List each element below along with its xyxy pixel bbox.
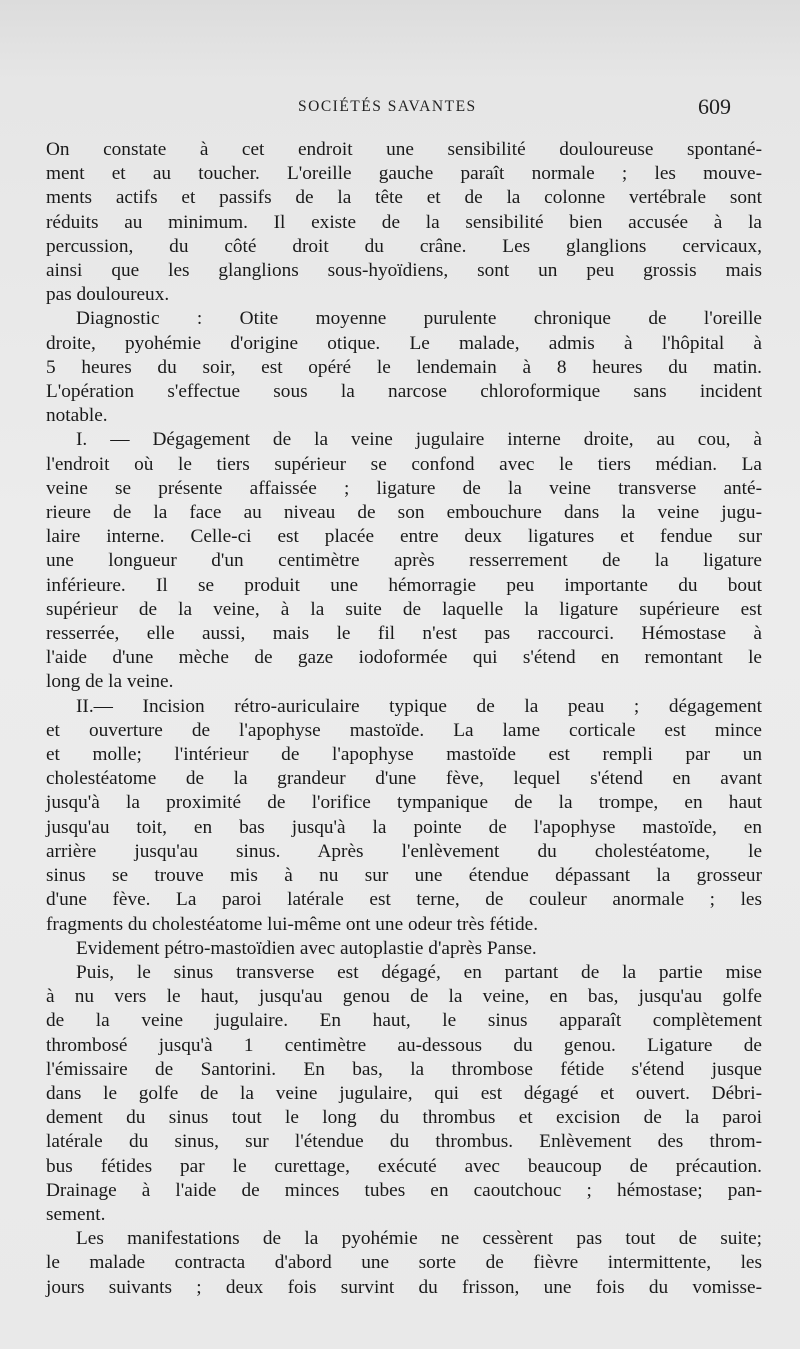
paragraph [46, 937, 762, 961]
text-line: jusqu'à la proximité de l'orifice tympanique de la trompe, en haut [46, 792, 762, 814]
text-line: sement. [46, 1203, 106, 1225]
paragraph [46, 428, 762, 694]
text-line: laire interne. Celle-ci est placée entre deux ligatures et fendue sur [46, 526, 762, 548]
text-line: l'endroit où le tiers supérieur se confond avec le tiers médian. La [46, 453, 762, 475]
text-line: bus fétides par le curettage, exécuté avec beaucoup de précaution. [46, 1155, 762, 1177]
text-line: inférieure. Il se produit une hémorragie peu importante du bout [46, 574, 762, 596]
text-line: veine se présente affaissée ; ligature de la veine transverse anté- [46, 477, 762, 499]
text-line: Diagnostic : Otite moyenne purulente chronique de l'oreille [76, 308, 762, 330]
text-line: fragments du cholestéatome lui-même ont une odeur très fétide. [46, 913, 539, 935]
text-line: et molle; l'intérieur de l'apophyse mastoïde est rempli par un [46, 744, 762, 766]
text-line: le malade contracta d'abord une sorte de fièvre intermittente, les [46, 1252, 762, 1274]
text-line: resserrée, elle aussi, mais le fil n'est pas raccourci. Hémostase à [46, 623, 762, 645]
paragraph [46, 961, 762, 1227]
body-text [46, 138, 762, 1300]
text-line: sinus se trouve mis à nu sur une étendue dépassant la grosseur [46, 865, 762, 887]
text-line: dement du sinus tout le long du thrombus et excision de la paroi [46, 1107, 762, 1129]
text-line: l'émissaire de Santorini. En bas, la thrombose fétide s'étend jusque [46, 1058, 762, 1080]
running-head: SOCIÉTÉS SAVANTES [298, 98, 477, 115]
text-line: Drainage à l'aide de minces tubes en caoutchouc ; hémostase; pan- [46, 1179, 762, 1201]
paragraph [46, 307, 762, 428]
text-line: Puis, le sinus transverse est dégagé, en partant de la partie mise [76, 961, 762, 983]
text-line: ainsi que les glanglions sous-hyoïdiens, sont un peu grossis mais [46, 260, 762, 282]
text-line: thrombosé jusqu'à 1 centimètre au-dessous du genou. Ligature de [46, 1034, 762, 1056]
text-line: percussion, du côté droit du crâne. Les glanglions cervicaux, [46, 235, 762, 257]
text-line: jours suivants ; deux fois survint du frisson, une fois du vomisse- [46, 1276, 762, 1298]
text-line: rieure de la face au niveau de son embouchure dans la veine jugu- [46, 502, 762, 524]
text-line: de la veine jugulaire. En haut, le sinus apparaît complètement [46, 1010, 762, 1032]
text-line: pas douloureux. [46, 284, 170, 306]
text-line: II.— Incision rétro-auriculaire typique de la peau ; dégagement [76, 695, 762, 717]
text-line: réduits au minimum. Il existe de la sensibilité bien accusée à la [46, 211, 762, 233]
text-line: Les manifestations de la pyohémie ne cessèrent pas tout de suite; [76, 1228, 762, 1250]
text-line: jusqu'au toit, en bas jusqu'à la pointe de l'apophyse mastoïde, en [46, 816, 762, 838]
text-line: ment et au toucher. L'oreille gauche paraît normale ; les mouve- [46, 163, 762, 185]
text-line: latérale du sinus, sur l'étendue du thrombus. Enlèvement des throm- [46, 1131, 762, 1153]
text-line: d'une fève. La paroi latérale est terne, de couleur anormale ; les [46, 889, 762, 911]
text-line: 5 heures du soir, est opéré le lendemain à 8 heures du matin. [46, 356, 762, 378]
text-line: On constate à cet endroit une sensibilité douloureuse spontané- [46, 139, 762, 160]
text-line: dans le golfe de la veine jugulaire, qui est dégagé et ouvert. Débri- [46, 1082, 762, 1104]
text-line: long de la veine. [46, 671, 174, 693]
paragraph [46, 138, 762, 307]
paragraph [46, 1227, 762, 1300]
text-line: notable. [46, 405, 108, 427]
text-line: une longueur d'un centimètre après resserrement de la ligature [46, 550, 762, 572]
text-line: supérieur de la veine, à la suite de laquelle la ligature supérieure est [46, 598, 762, 620]
text-line: et ouverture de l'apophyse mastoïde. La lame corticale est mince [46, 719, 762, 741]
text-line: ments actifs et passifs de la tête et de la colonne vertébrale sont [46, 187, 762, 209]
paragraph [46, 695, 762, 937]
text-line: à nu vers le haut, jusqu'au genou de la veine, en bas, jusqu'au golfe [46, 986, 762, 1008]
text-line: l'aide d'une mèche de gaze iodoformée qui s'étend en remontant le [46, 647, 762, 669]
text-line: I. — Dégagement de la veine jugulaire interne droite, au cou, à [76, 429, 762, 451]
text-line: L'opération s'effectue sous la narcose chloroformique sans incident [46, 381, 762, 403]
text-line: cholestéatome de la grandeur d'une fève, lequel s'étend en avant [46, 768, 762, 790]
page-number: 609 [698, 94, 731, 119]
text-line: arrière jusqu'au sinus. Après l'enlèvement du cholestéatome, le [46, 840, 762, 862]
text-line: Evidement pétro-mastoïdien avec autoplastie d'après Panse. [76, 937, 537, 959]
text-line: droite, pyohémie d'origine otique. Le malade, admis à l'hôpital à [46, 332, 762, 354]
